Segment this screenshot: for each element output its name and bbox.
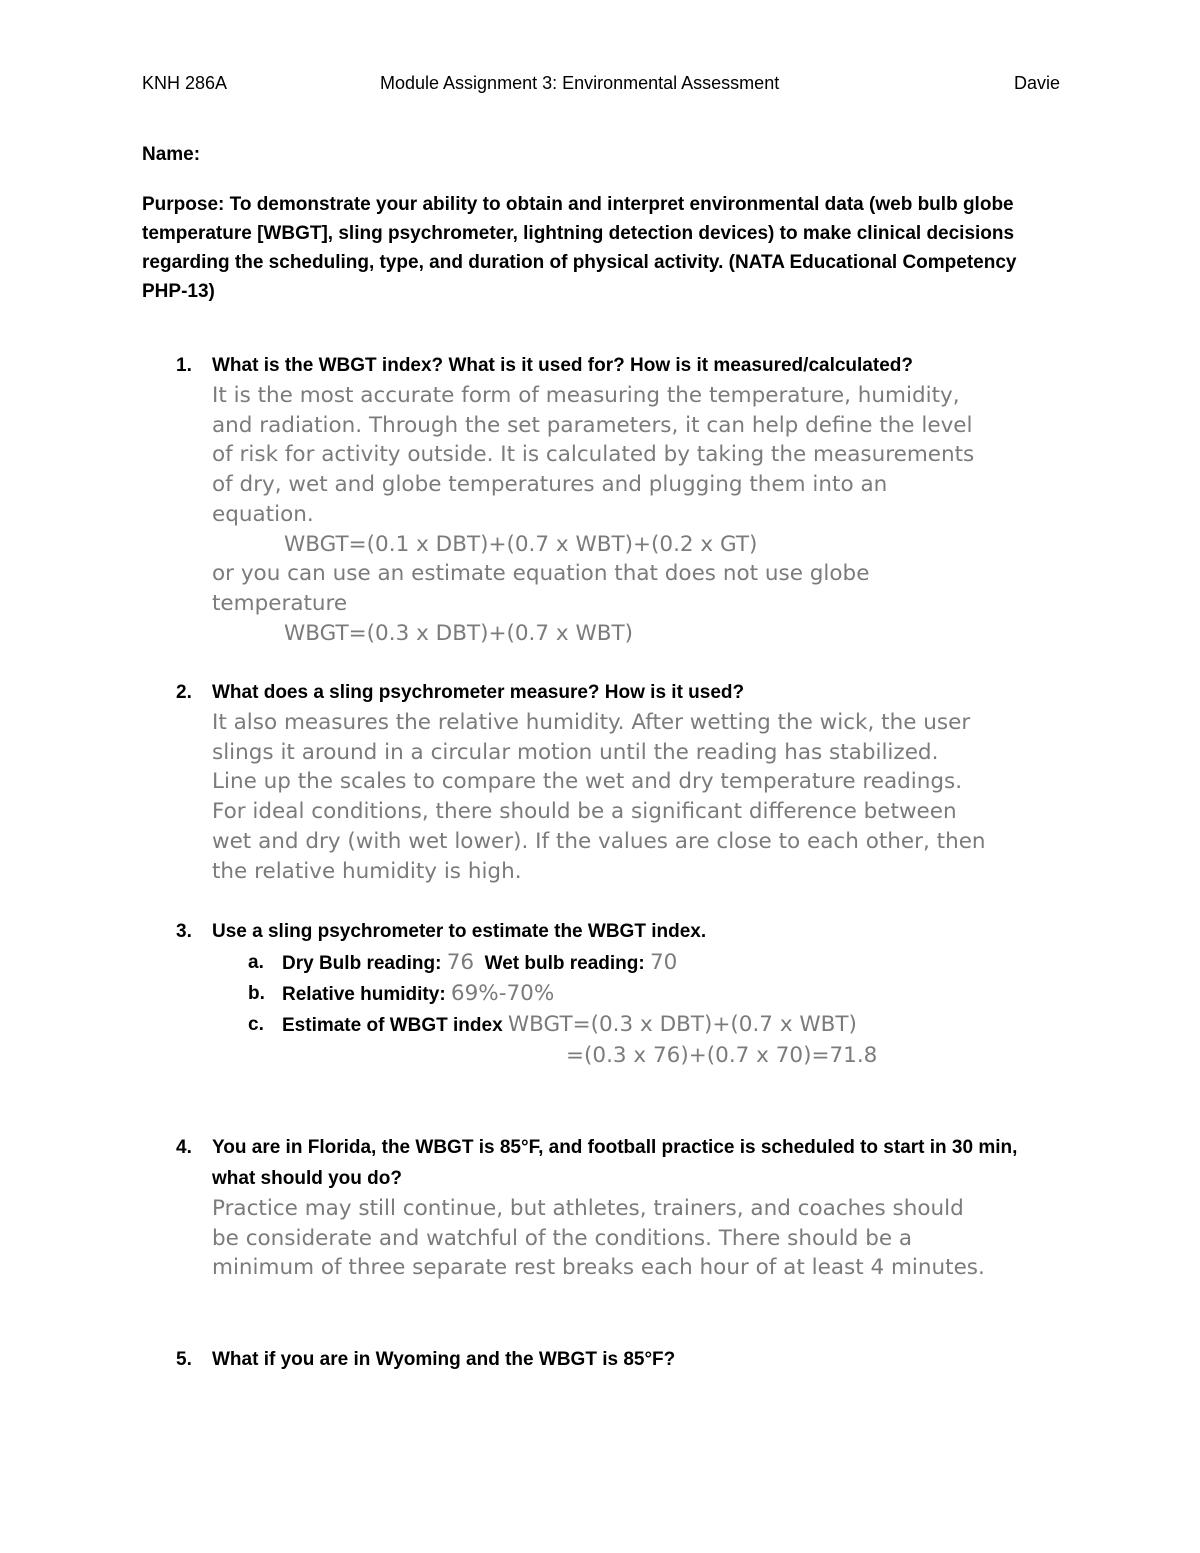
- sub-item-c: [248, 1009, 1066, 1040]
- answer-line: be considerate and watchful of the conditions. There should be a: [212, 1225, 913, 1251]
- answer-line: equation.: [212, 501, 314, 527]
- answer-line: minimum of three separate rest breaks each hour of at least 4 minutes.: [212, 1255, 985, 1281]
- name-label: Name:: [142, 144, 201, 165]
- purpose-paragraph: Purpose: To demonstrate your ability to obtain and interpret environmental data (web bulb globe temperature [WBGT], sling psychrometer, lightning detection devices) to make clinical decisions regarding the scheduling, type, and duration of physical activity. (NATA Educational Competency PHP-13): [142, 194, 1017, 302]
- question-text: What does a sling psychrometer measure? How is it used?: [212, 682, 745, 703]
- answer-line: of dry, wet and globe temperatures and plugging them into an: [212, 472, 888, 498]
- answer-line: and radiation. Through the set parameters, it can help define the level: [212, 412, 973, 438]
- question-text-line: what should you do?: [212, 1168, 402, 1189]
- question-5: [176, 1344, 1066, 1375]
- answer-line: wet and dry (with wet lower). If the values are close to each other, then: [212, 828, 986, 854]
- wet-bulb-value: 70: [649, 950, 678, 975]
- dry-bulb-label: Dry Bulb reading:: [282, 953, 447, 974]
- wbgt-estimate-result: =(0.3 x 76)+(0.7 x 70)=71.8: [566, 1043, 878, 1068]
- question-number: 2.: [176, 682, 192, 703]
- question-4: [176, 1132, 1066, 1283]
- sub-item-b: [248, 978, 1066, 1009]
- wbgt-formula: WBGT=(0.1 x DBT)+(0.7 x WBT)+(0.2 x GT): [284, 531, 758, 557]
- question-text: Use a sling psychrometer to estimate the WBGT index.: [212, 921, 707, 942]
- header-author: Davie: [1013, 73, 1060, 93]
- question-text: What if you are in Wyoming and the WBGT is 85°F?: [212, 1349, 676, 1370]
- answer-line: temperature: [212, 590, 348, 616]
- question-number: 3.: [176, 921, 192, 942]
- sub-letter: c.: [248, 1014, 264, 1035]
- wbgt-estimate-label: Estimate of WBGT index: [282, 1015, 508, 1036]
- header-title: Module Assignment 3: Environmental Assessment: [380, 73, 780, 93]
- question-number: 4.: [176, 1137, 192, 1158]
- question-2: [176, 677, 1066, 886]
- page-header: [142, 73, 1060, 99]
- answer-line: It is the most accurate form of measuring the temperature, humidity,: [212, 383, 960, 408]
- answer-line: the relative humidity is high.: [212, 858, 522, 884]
- question-3: [176, 916, 1066, 1071]
- question-1: [176, 350, 1066, 648]
- header-course: KNH 286A: [142, 73, 228, 93]
- question-number: 1.: [176, 355, 192, 376]
- answer-line: slings it around in a circular motion until the reading has stabilized.: [212, 739, 939, 765]
- answer-line: It also measures the relative humidity. After wetting the wick, the user: [212, 710, 971, 735]
- question-text: What is the WBGT index? What is it used for? How is it measured/calculated?: [212, 355, 913, 376]
- question-text-line: You are in Florida, the WBGT is 85°F, and football practice is scheduled to start in 30 min,: [212, 1137, 1018, 1158]
- answer-line: Line up the scales to compare the wet and dry temperature readings.: [212, 769, 963, 795]
- answer-4: [212, 1194, 1062, 1283]
- wbgt-estimate-formula: WBGT=(0.3 x DBT)+(0.7 x WBT): [284, 620, 633, 646]
- wet-bulb-label: Wet bulb reading:: [474, 953, 650, 974]
- answer-line: of risk for activity outside. It is calculated by taking the measurements: [212, 442, 975, 468]
- answer-2: [212, 708, 1062, 886]
- answer-1: [212, 381, 1062, 648]
- answer-line: or you can use an estimate equation that does not use globe: [212, 561, 870, 587]
- humidity-value: 69%-70%: [450, 981, 555, 1006]
- question-number: 5.: [176, 1349, 192, 1370]
- wbgt-estimate-formula: WBGT=(0.3 x DBT)+(0.7 x WBT): [507, 1012, 857, 1037]
- sub-letter: b.: [248, 983, 265, 1004]
- humidity-label: Relative humidity:: [282, 984, 451, 1005]
- answer-line: Practice may still continue, but athletes, trainers, and coaches should: [212, 1196, 964, 1221]
- dry-bulb-value: 76: [446, 950, 475, 975]
- sub-item-a: [248, 947, 1066, 978]
- sub-letter: a.: [248, 952, 264, 973]
- answer-line: For ideal conditions, there should be a significant difference between: [212, 799, 957, 825]
